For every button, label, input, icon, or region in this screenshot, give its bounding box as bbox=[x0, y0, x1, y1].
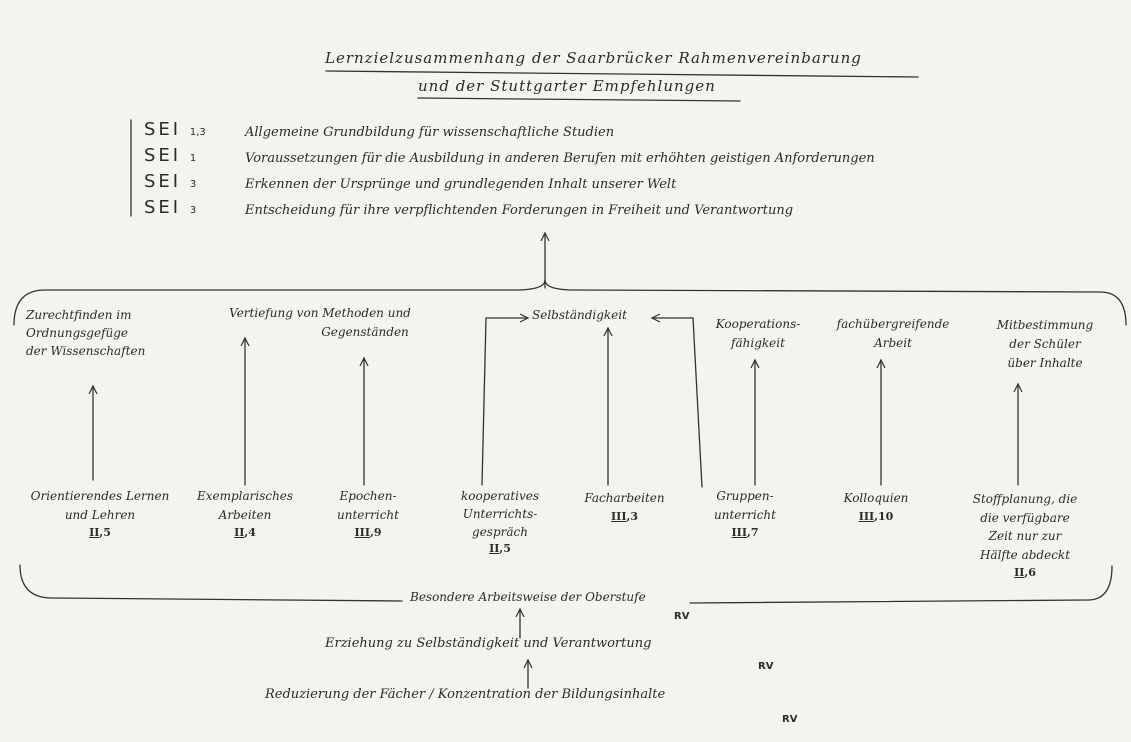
sei-code-4: SEI 3 bbox=[144, 197, 197, 218]
title-line-2: und der Stuttgarter Empfehlungen bbox=[418, 77, 716, 95]
sei-goal-1: Allgemeine Grundbildung für wissenschaftliche Studien bbox=[245, 125, 615, 140]
goal-vertiefung: Vertiefung von Methoden und Gegenständen bbox=[229, 306, 411, 340]
sei-goal-3: Erkennen der Ursprünge und grundlegenden Inhalt unserer Welt bbox=[245, 177, 677, 192]
title-line-1: Lernzielzusammenhang der Saarbrücker Rahmenvereinbarung bbox=[325, 49, 862, 67]
method-orientierend: Orientierendes Lernen und Lehren II,5 bbox=[30, 489, 170, 540]
sei-goal-2: Voraussetzungen für die Ausbildung in anderen Berufen mit erhöhten geistigen Anforderungen bbox=[245, 151, 875, 166]
bottom-brace-left bbox=[20, 565, 402, 601]
method-epochenunterricht: Epochen- unterricht III,9 bbox=[337, 489, 399, 540]
method-kolloquien: Kolloquien III,10 bbox=[843, 491, 909, 524]
sei-code-3: SEI 3 bbox=[144, 171, 197, 192]
label-besondere-arbeitsweise: Besondere Arbeitsweise der Oberstufe bbox=[410, 590, 646, 604]
rv-marker-3: RV bbox=[782, 714, 798, 725]
method-stoffplanung: Stoffplanung, die die verfügbare Zeit nur zur Hälfte abdeckt II,6 bbox=[972, 492, 1078, 580]
method-facharbeiten: Facharbeiten III,3 bbox=[584, 491, 665, 524]
arrow-gruppen bbox=[652, 318, 702, 487]
goal-selbstaendigkeit: Selbständigkeit bbox=[532, 308, 627, 322]
method-kooperatives-gespraech: kooperatives Unterrichts- gespräch II,5 bbox=[460, 489, 540, 555]
arrow-kooperativ bbox=[482, 318, 528, 485]
goal-fachuebergreifend: fachübergreifende Arbeit bbox=[836, 317, 950, 351]
sei-goal-4: Entscheidung für ihre verpflichtenden Forderungen in Freiheit und Verantwortung bbox=[245, 203, 794, 218]
goal-kooperationsfaehigkeit: Kooperations- fähigkeit bbox=[715, 317, 801, 351]
title-underline-2 bbox=[418, 98, 740, 101]
goal-mitbestimmung: Mitbestimmung der Schüler über Inhalte bbox=[996, 318, 1094, 371]
method-gruppenunterricht: Gruppen- unterricht III,7 bbox=[714, 489, 776, 540]
goal-zurechtfinden: Zurechtfinden im Ordnungsgefüge der Wissenschaften bbox=[26, 308, 146, 358]
method-exemplarisch: Exemplarisches Arbeiten II,4 bbox=[196, 489, 294, 540]
label-erziehung: Erziehung zu Selbständigkeit und Verantwortung bbox=[325, 636, 652, 651]
rv-marker-2: RV bbox=[758, 661, 774, 672]
rv-marker-1: RV bbox=[674, 611, 690, 622]
sei-code-1: SEI 1,3 bbox=[144, 119, 206, 140]
sei-code-2: SEI 1 bbox=[144, 145, 197, 166]
label-reduzierung: Reduzierung der Fächer / Konzentration der Bildungsinhalte bbox=[265, 687, 666, 702]
